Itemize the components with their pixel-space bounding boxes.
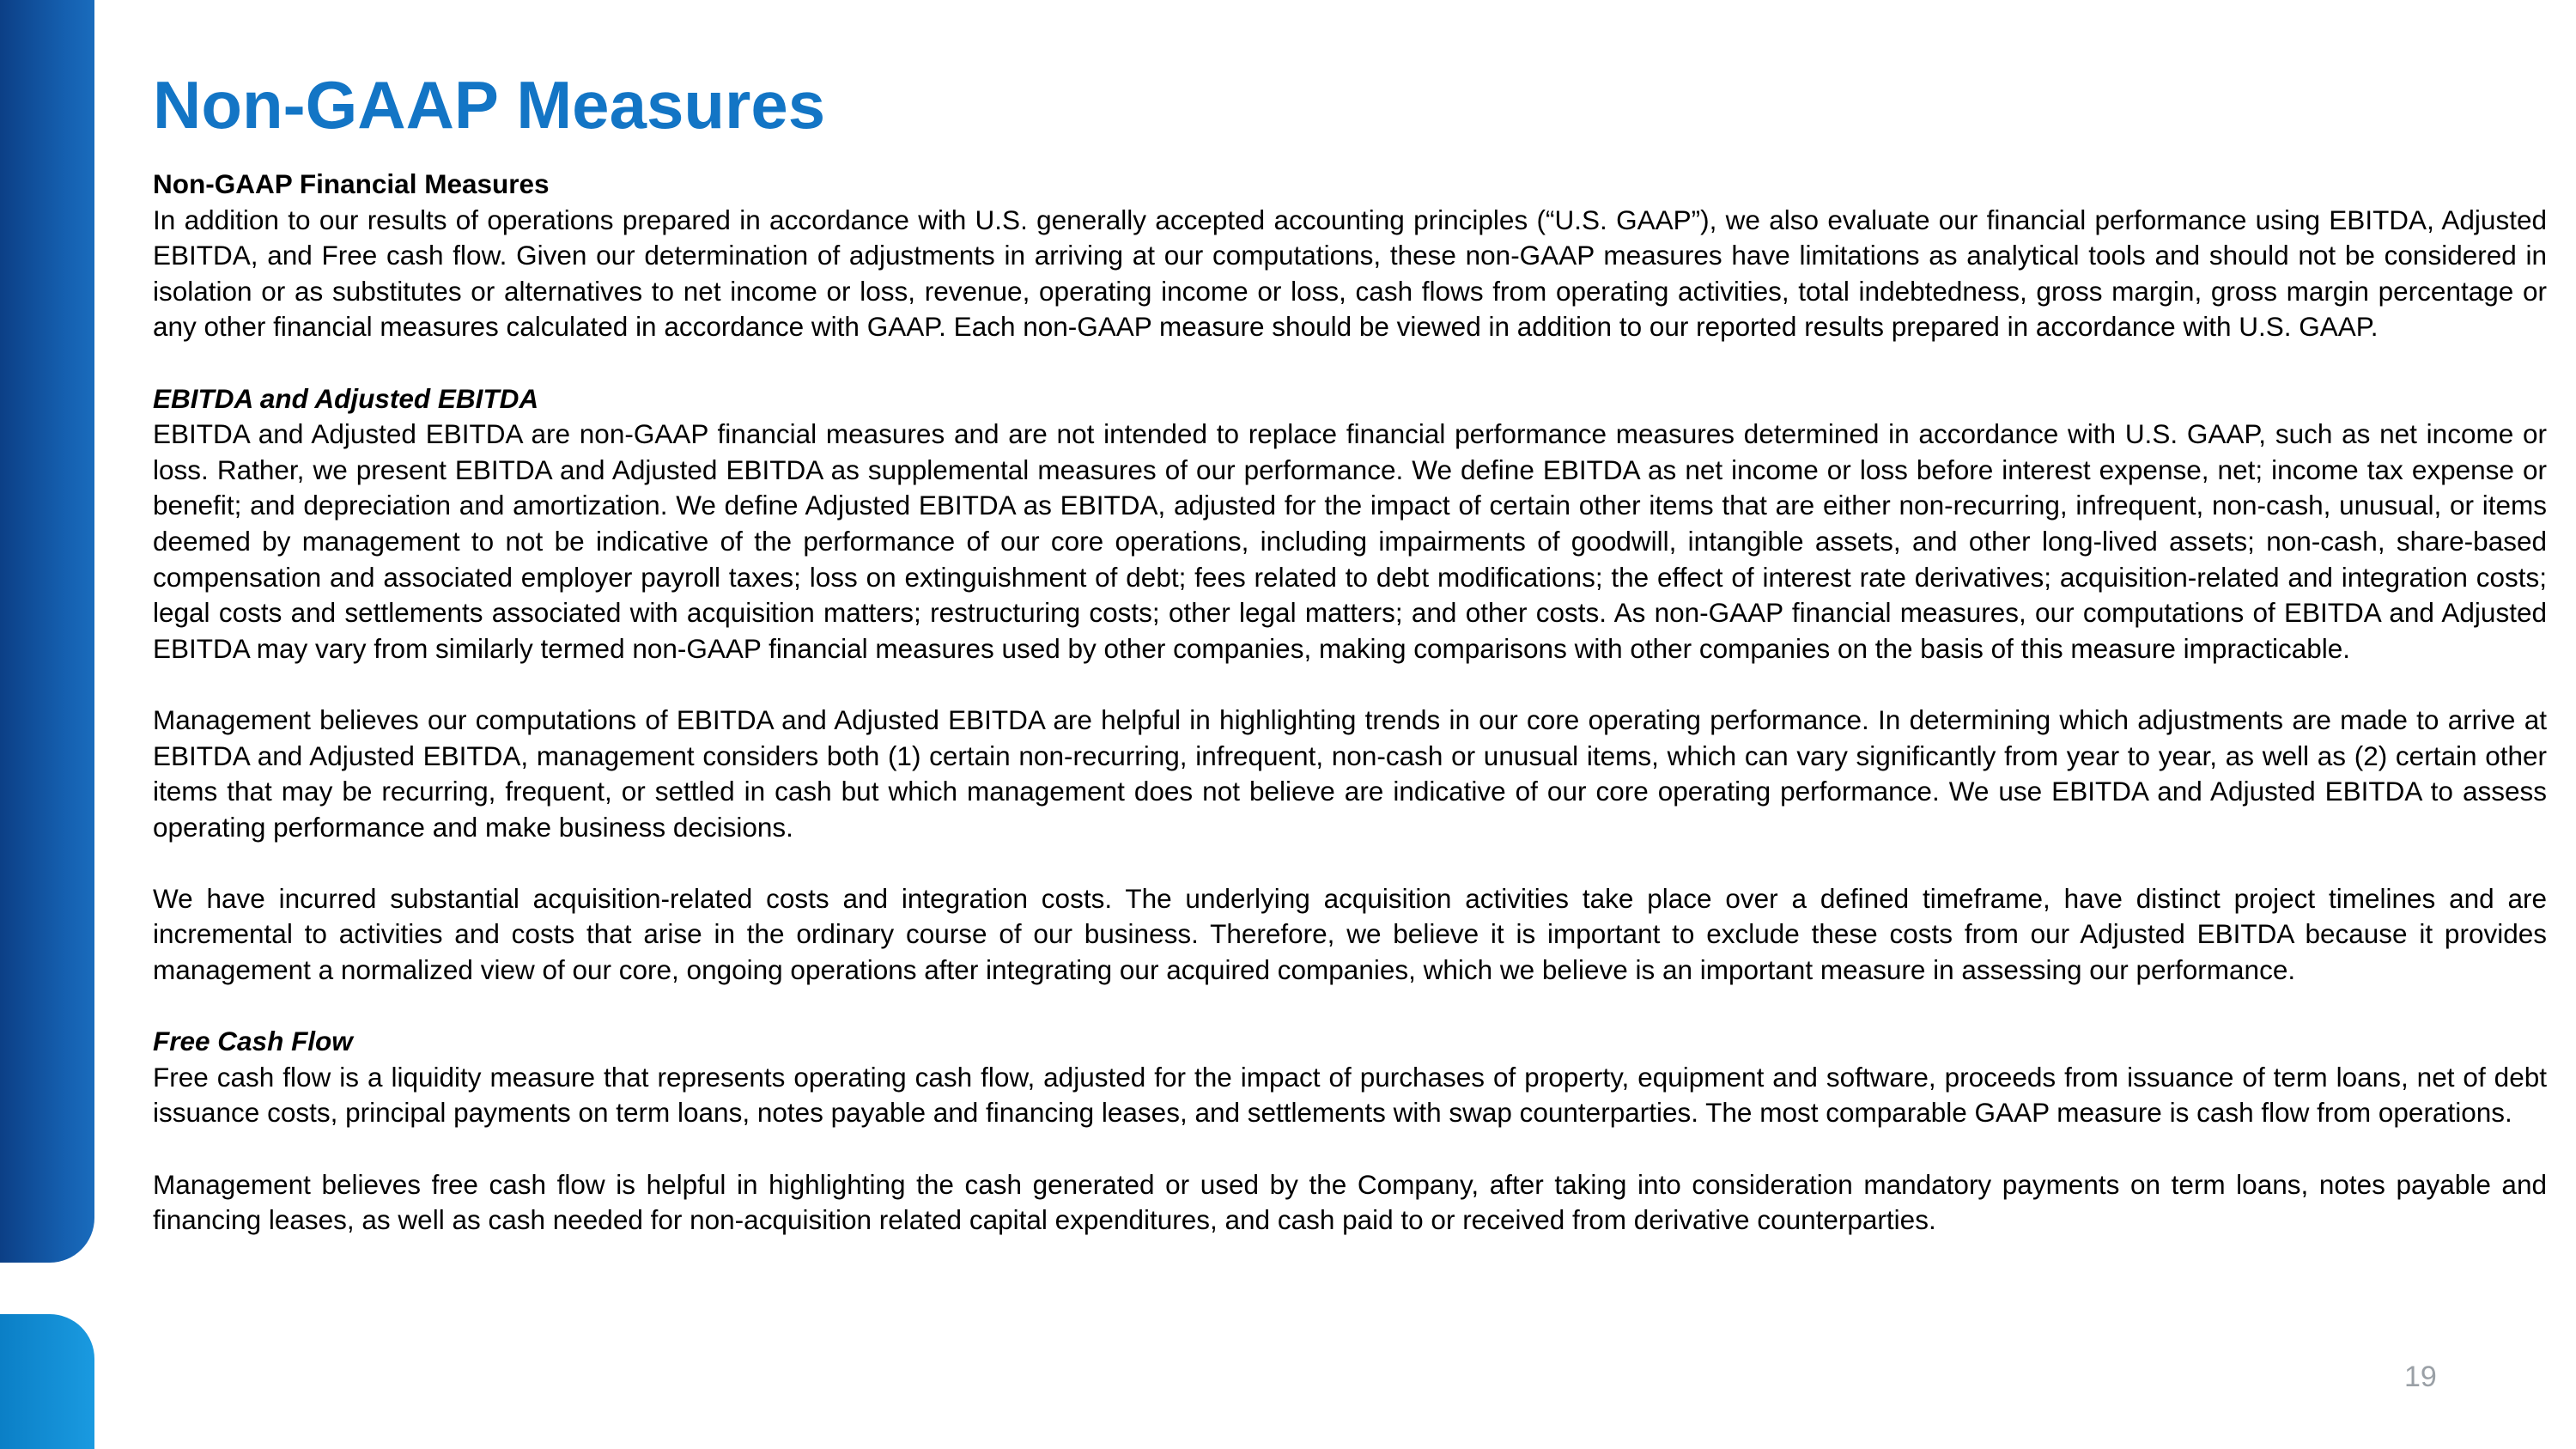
paragraph-ebitda-acquisition: We have incurred substantial acquisition-related costs and integration costs. The underlying acquisition activities take place over a defined timeframe, have distinct project timelines and are incremental to activities and costs that arise in the ordinary course of our business. Therefore, we believe it is important to exclude these costs from our Adjusted EBITDA because it provides management a normalized view of our core, ongoing operations after integrating our acquired companies, which we believe is an important measure in assessing our performance. (153, 882, 2547, 986)
section-heading-free-cash-flow: Free Cash Flow (153, 1026, 353, 1057)
section-heading-non-gaap: Non-GAAP Financial Measures (153, 168, 550, 199)
page-number: 19 (2404, 1361, 2437, 1393)
paragraph-non-gaap: In addition to our results of operations prepared in accordance with U.S. generally accepted accounting principles (“U.S. GAAP”), we also evaluate our financial performance using EBITDA, Adjusted EBITDA, and Free cash flow. Given our determination of adjustments in arriving at our computations, these non-GAAP measures have limitations as analytical tools and should not be considered in isolation or as substitutes or alternatives to net income or loss, revenue, operating income or loss, cash flows from operating activities, total indebtedness, gross margin, gross margin percentage or any other financial measures calculated in accordance with GAAP. Each non-GAAP measure should be viewed in addition to our reported results prepared in accordance with U.S. GAAP. (153, 204, 2547, 343)
slide-content (153, 62, 2547, 1239)
sidebar-accent-bottom (0, 1314, 94, 1449)
section-heading-ebitda: EBITDA and Adjusted EBITDA (153, 382, 539, 414)
paragraph-free-cash-flow-definition: Free cash flow is a liquidity measure that represents operating cash flow, adjusted for the impact of purchases of property, equipment and software, proceeds from issuance of term loans, net of debt issuance costs, principal payments on term loans, notes payable and financing leases, and settlements with swap counterparties. The most comparable GAAP measure is cash flow from operations. (153, 1061, 2547, 1129)
slide-body (153, 167, 2547, 1239)
sidebar-accent-top (0, 0, 94, 1263)
slide-title: Non-GAAP Measures (153, 67, 826, 143)
paragraph-ebitda-management: Management believes our computations of EBITDA and Adjusted EBITDA are helpful in highlighting trends in our core operating performance. In determining which adjustments are made to arrive at EBITDA and Adjusted EBITDA, management considers both (1) certain non-recurring, infrequent, non-cash or unusual items, which can vary significantly from year to year, as well as (2) certain other items that may be recurring, frequent, or settled in cash but which management does not believe are indicative of our core operating performance. We use EBITDA and Adjusted EBITDA to assess operating performance and make business decisions. (153, 703, 2547, 843)
paragraph-ebitda-definition: EBITDA and Adjusted EBITDA are non-GAAP financial measures and are not intended to replace financial performance measures determined in accordance with U.S. GAAP, such as net income or loss. Rather, we present EBITDA and Adjusted EBITDA as supplemental measures of our performance. We define EBITDA as net income or loss before interest expense, net; income tax expense or benefit; and depreciation and amortization. We define Adjusted EBITDA as EBITDA, adjusted for the impact of certain other items that are either non-recurring, infrequent, non-cash, unusual, or items deemed by management to not be indicative of the performance of our core operations, including impairments of goodwill, intangible assets, and other long-lived assets; non-cash, share-based compensation and associated employer payroll taxes; loss on extinguishment of debt; fees related to debt modifications; the effect of interest rate derivatives; acquisition-related and integration costs; legal costs and settlements associated with acquisition matters; restructuring costs; other legal matters; and other costs. As non-GAAP financial measures, our computations of EBITDA and Adjusted EBITDA may vary from similarly termed non-GAAP financial measures used by other companies, making comparisons with other companies on the basis of this measure impracticable. (153, 418, 2547, 664)
paragraph-free-cash-flow-management: Management believes free cash flow is helpful in highlighting the cash generated or used by the Company, after taking into consideration mandatory payments on term loans, notes payable and financing leases, as well as cash needed for non-acquisition related capital expenditures, and cash paid to or received from derivative counterparties. (153, 1168, 2547, 1236)
